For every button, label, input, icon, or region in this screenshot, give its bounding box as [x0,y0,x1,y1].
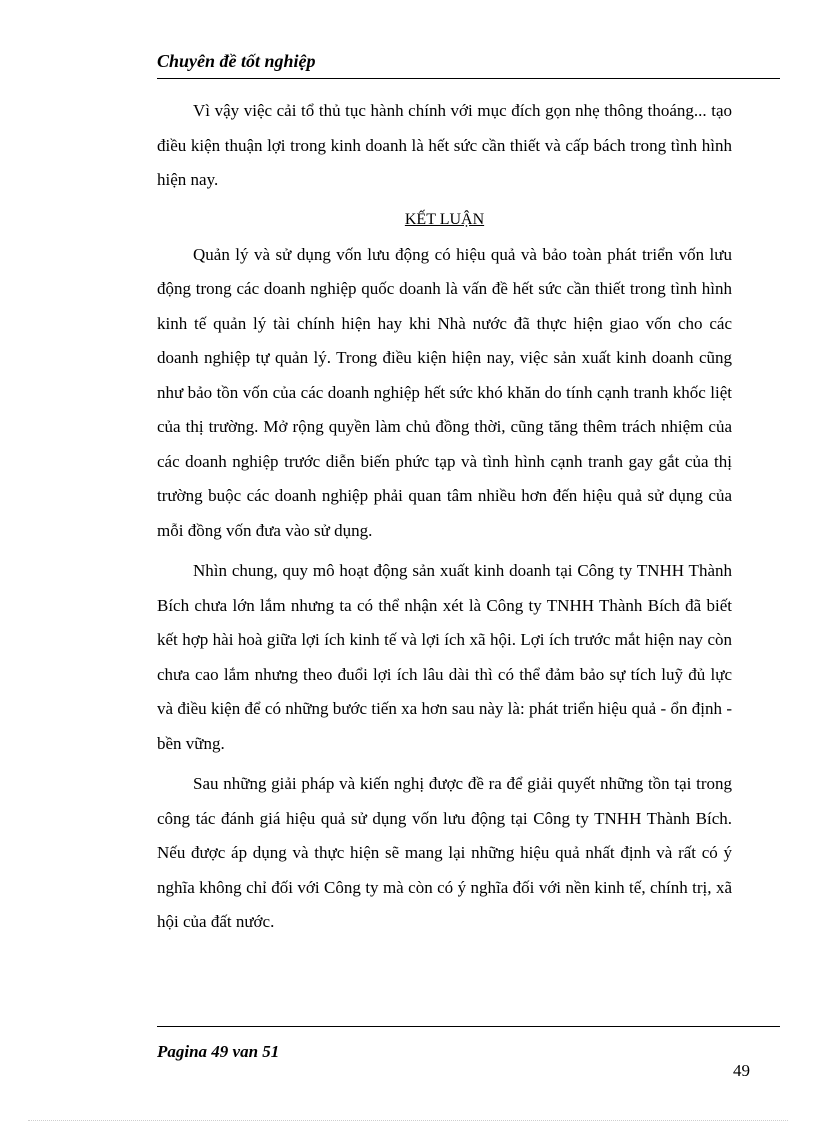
page-edge-divider [28,1120,788,1121]
footer-page-label: Pagina 49 van 51 [157,1042,280,1061]
intro-paragraph: Vì vậy việc cải tổ thủ tục hành chính với mục đích gọn nhẹ thông thoáng... tạo điều kiện thuận lợi trong kinh doanh là hết sức cần thiết và cấp bách trong tình hình hiện nay. [157,101,732,189]
conclusion-paragraph-2: Nhìn chung, quy mô hoạt động sản xuất kinh doanh tại Công ty TNHH Thành Bích chưa lớn lắm nhưng ta có thể nhận xét là Công ty TNHH Thành Bích đã biết kết hợp hài hoà giữa lợi ích kinh tế và lợi ích xã hội. Lợi ích trước mắt hiện nay còn chưa cao lắm nhưng theo đuổi lợi ích lâu dài thì có thể đảm bảo sự tích luỹ đủ lực và điều kiện để có những bước tiến xa hơn sau này là: phát triển hiệu quả - ổn định - bền vững. [157,561,732,753]
section-heading: KẾT LUẬN [404,210,485,228]
conclusion-paragraph-1: Quản lý và sử dụng vốn lưu động có hiệu quả và bảo toàn phát triển vốn lưu động trong các doanh nghiệp quốc doanh là vấn đề hết sức cần thiết trong tình hình kinh tế quản lý tài chính hiện hay khi Nhà nước đã thực hiện giao vốn cho các doanh nghiệp tự quản lý. Trong điều kiện hiện nay, việc sản xuất kinh doanh cũng như bảo tồn vốn của các doanh nghiệp hết sức khó khăn do tính cạnh tranh khốc liệt của thị trường. Mở rộng quyền làm chủ đồng thời, cũng tăng thêm trách nhiệm của các doanh nghiệp trước diễn biến phức tạp và tình hình cạnh tranh gay gắt của thị trường buộc các doanh nghiệp phải quan tâm nhiều hơn đến hiệu quả sử dụng của mỗi đồng vốn đưa vào sử dụng. [157,244,732,540]
document-body [157,94,732,940]
running-header-title: Chuyên đề tốt nghiệp [157,51,316,71]
page-number: 49 [733,1061,750,1080]
footer-rule [157,1026,780,1027]
header-rule [157,78,780,79]
conclusion-paragraph-3: Sau những giải pháp và kiến nghị được đề ra để giải quyết những tồn tại trong công tác đánh giá hiệu quả sử dụng vốn lưu động tại Công ty TNHH Thành Bích. Nếu được áp dụng và thực hiện sẽ mang lại những hiệu quả nhất định và rất có ý nghĩa không chỉ đối với Công ty mà còn có ý nghĩa đối với nền kinh tế, chính trị, xã hội của đất nước. [157,774,732,931]
